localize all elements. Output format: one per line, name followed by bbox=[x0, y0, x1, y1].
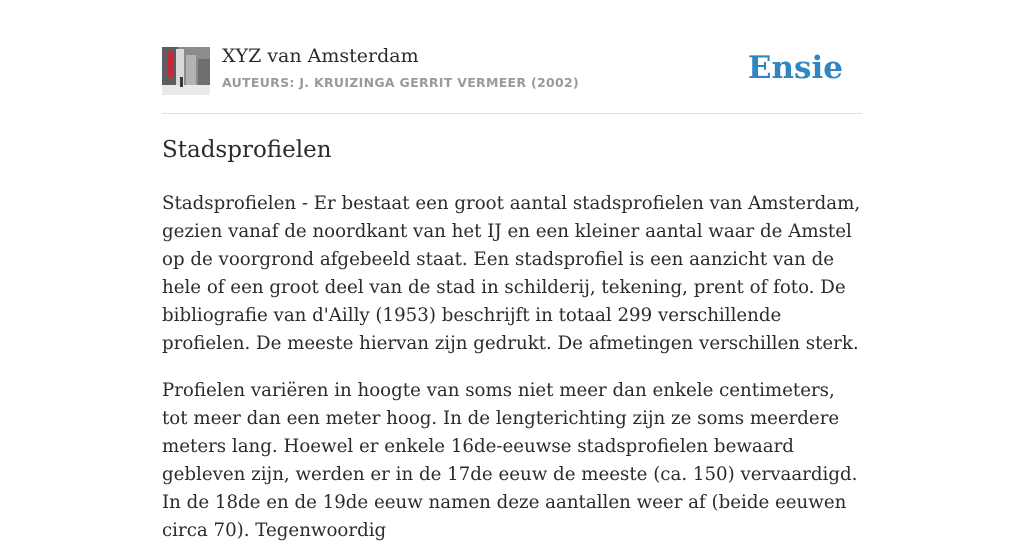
entry-paragraph-2: Profielen variëren in hoogte van soms niet meer dan enkele centimeters, tot meer dan een meter hoog. In de lengterichting zijn ze soms meerdere meters lang. Hoewel er enkele 16de-eeuwse stadsprofielen bewaard gebleven zijn, werden er in de 17de eeuw de meeste (ca. 150) vervaardigd. In de 18de en de 19de eeuw namen deze aantallen weer af (beide eeuwen circa 70). Tegenwoordig bbox=[162, 380, 858, 541]
book-cover-avatar[interactable] bbox=[162, 47, 210, 95]
entry-title: Stadsprofielen bbox=[162, 137, 332, 163]
book-title[interactable]: XYZ van Amsterdam bbox=[222, 45, 419, 67]
book-header bbox=[162, 0, 862, 114]
content-container bbox=[162, 0, 862, 541]
ensie-logo[interactable]: Ensie bbox=[747, 50, 843, 86]
book-cover-image bbox=[162, 47, 210, 95]
book-authors: AUTEURS: J. KRUIZINGA GERRIT VERMEER (2002) bbox=[222, 75, 579, 90]
entry-paragraph-1: Stadsprofielen - Er bestaat een groot aantal stadsprofielen van Amsterdam, gezien vanaf de noordkant van het IJ en een kleiner aantal waar de Amstel op de voorgrond afgebeeld staat. Een stadsprofiel is een aanzicht van de hele of een groot deel van de stad in schilderij, tekening, prent of foto. De bibliografie van d'Ailly (1953) beschrijft in totaal 299 verschillende profielen. De meeste hiervan zijn gedrukt. De afmetingen verschillen sterk. bbox=[162, 193, 861, 354]
